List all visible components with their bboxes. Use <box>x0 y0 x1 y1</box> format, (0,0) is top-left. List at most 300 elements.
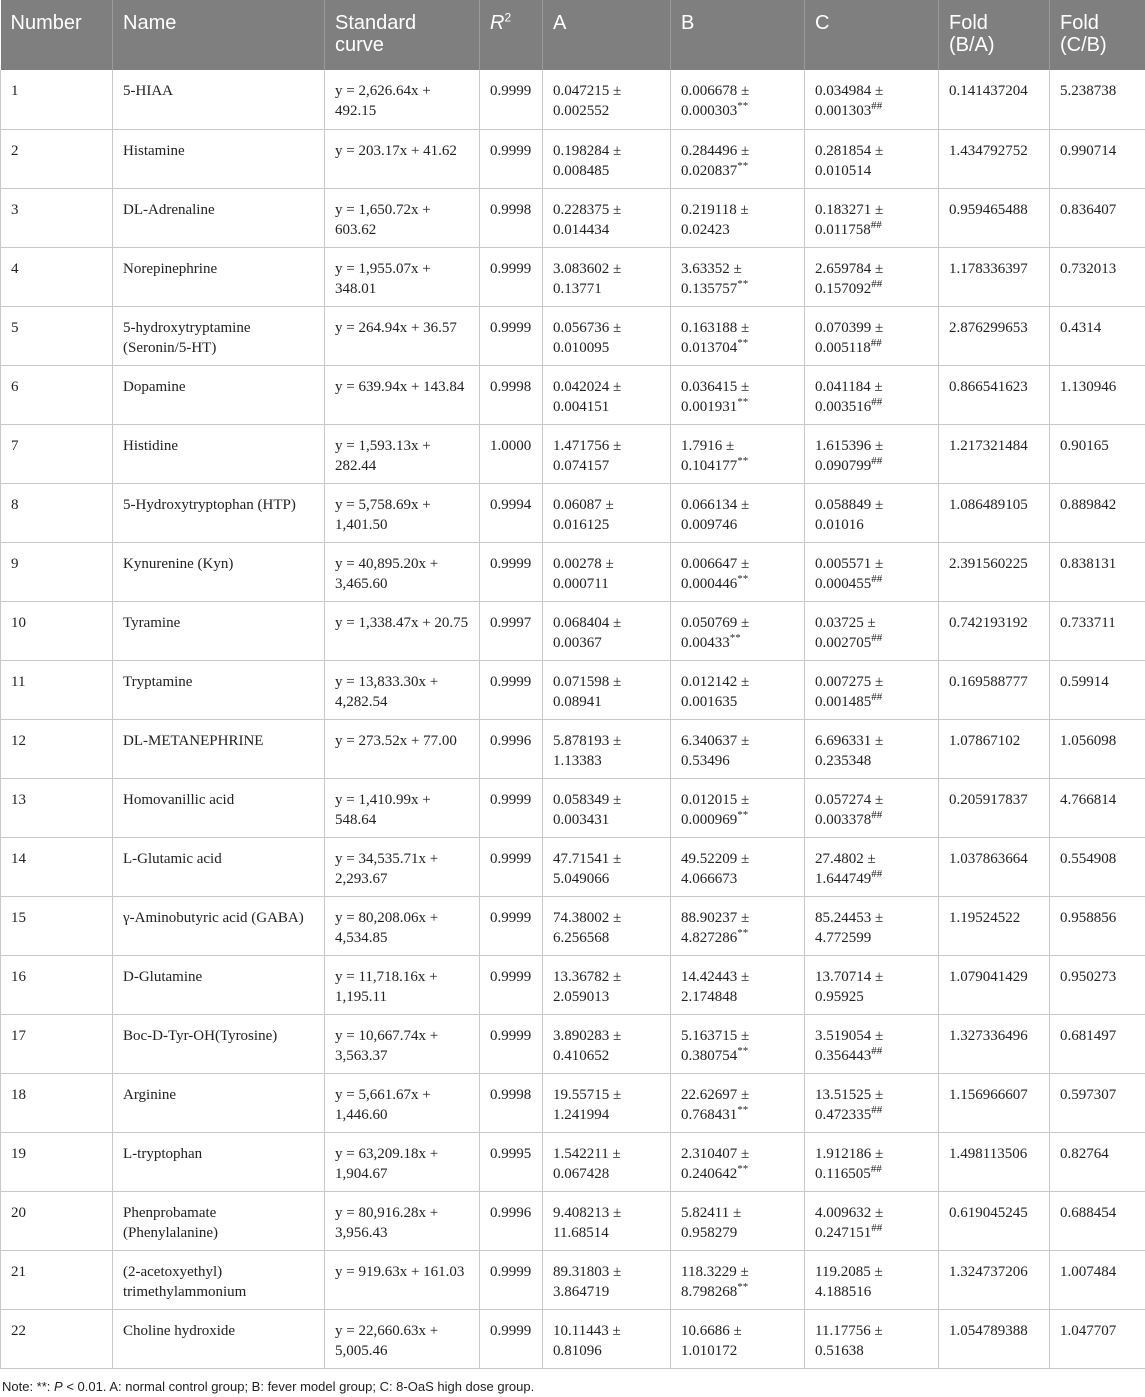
cell-r-squared <box>480 601 543 660</box>
table-row <box>1 837 1145 896</box>
cell-c-value: 85.24453 ± 4.772599 <box>815 909 884 946</box>
cell-number-value: 13 <box>11 791 26 808</box>
cell-name-value: L-tryptophan <box>123 1145 203 1162</box>
cell-fold-cb-value: 1.130946 <box>1060 378 1117 395</box>
header-standard-curve: Standard curve <box>325 0 480 70</box>
cell-number-value: 11 <box>11 673 26 690</box>
cell-fold-ba-value: 0.169588777 <box>949 673 1028 690</box>
cell-fold-ba <box>939 306 1050 365</box>
cell-b-value: 0.284496 ± 0.020837 <box>681 142 750 179</box>
cell-a <box>543 1191 671 1250</box>
cell-fold-ba <box>939 1132 1050 1191</box>
cell-fold-ba <box>939 660 1050 719</box>
cell-r-squared-value: 0.9999 <box>490 260 532 277</box>
cell-fold-ba-value: 0.742193192 <box>949 614 1028 631</box>
cell-r-squared <box>480 247 543 306</box>
cell-standard-curve-value: y = 22,660.63x + 5,005.46 <box>335 1322 439 1359</box>
cell-fold-ba <box>939 955 1050 1014</box>
significance-marker: ** <box>737 395 749 408</box>
significance-marker: ## <box>871 454 883 467</box>
cell-fold-cb-value: 0.90165 <box>1060 437 1109 454</box>
cell-fold-cb <box>1050 719 1145 778</box>
cell-standard-curve-value: y = 40,895.20x + 3,465.60 <box>335 555 439 592</box>
cell-r-squared-value: 0.9999 <box>490 142 532 159</box>
table-row <box>1 1191 1145 1250</box>
cell-c-value: 0.03725 ± 0.002705 <box>815 614 876 651</box>
cell-a <box>543 719 671 778</box>
cell-a-value: 3.083602 ± 0.13771 <box>553 260 622 297</box>
cell-r-squared <box>480 837 543 896</box>
cell-fold-cb-value: 5.238738 <box>1060 83 1117 99</box>
cell-a <box>543 1250 671 1309</box>
cell-number-value: 9 <box>11 555 19 572</box>
cell-c <box>805 1191 939 1250</box>
cell-standard-curve <box>325 660 480 719</box>
cell-b-value: 0.066134 ± 0.009746 <box>681 496 750 533</box>
cell-a <box>543 1073 671 1132</box>
cell-fold-ba-value: 1.217321484 <box>949 437 1028 454</box>
cell-fold-cb <box>1050 483 1145 542</box>
cell-name-value: Histamine <box>123 142 185 159</box>
cell-fold-cb-value: 0.950273 <box>1060 968 1117 985</box>
cell-fold-cb <box>1050 70 1145 129</box>
cell-fold-ba <box>939 837 1050 896</box>
cell-fold-ba <box>939 1250 1050 1309</box>
cell-standard-curve-value: y = 639.94x + 143.84 <box>335 378 465 395</box>
cell-c-value: 2.659784 ± 0.157092 <box>815 260 884 297</box>
cell-c-value: 13.70714 ± 0.95925 <box>815 968 884 1005</box>
cell-a-value: 0.06087 ± 0.016125 <box>553 496 614 533</box>
cell-name <box>113 1132 325 1191</box>
cell-name <box>113 719 325 778</box>
significance-marker: ** <box>737 454 749 467</box>
cell-standard-curve-value: y = 80,916.28x + 3,956.43 <box>335 1204 439 1241</box>
significance-marker: ## <box>871 572 883 585</box>
cell-fold-ba-value: 1.086489105 <box>949 496 1028 513</box>
cell-a <box>543 306 671 365</box>
header-c: C <box>805 0 939 70</box>
table-row <box>1 660 1145 719</box>
cell-name-value: Homovanillic acid <box>123 791 235 808</box>
cell-fold-ba-value: 1.434792752 <box>949 142 1028 159</box>
cell-b-value: 14.42443 ± 2.174848 <box>681 968 750 1005</box>
cell-standard-curve <box>325 70 480 129</box>
cell-c <box>805 719 939 778</box>
cell-a-value: 74.38002 ± 6.256568 <box>553 909 622 946</box>
cell-c <box>805 778 939 837</box>
cell-b <box>671 1191 805 1250</box>
cell-a-value: 89.31803 ± 3.864719 <box>553 1263 622 1300</box>
cell-name-value: (2-acetoxyethyl) trimethylammonium <box>123 1263 247 1300</box>
table-row <box>1 1132 1145 1191</box>
significance-marker: ** <box>737 1162 749 1175</box>
table-row <box>1 424 1145 483</box>
cell-a-value: 1.542211 ± 0.067428 <box>553 1145 621 1182</box>
cell-standard-curve-value: y = 203.17x + 41.62 <box>335 142 457 159</box>
significance-marker: ** <box>737 1044 749 1057</box>
cell-r-squared-value: 0.9999 <box>490 850 532 867</box>
cell-c-value: 0.041184 ± 0.003516 <box>815 378 883 415</box>
cell-fold-ba <box>939 365 1050 424</box>
cell-number-value: 22 <box>11 1322 26 1339</box>
cell-name-value: L-Glutamic acid <box>123 850 222 867</box>
cell-number-value: 3 <box>11 201 19 218</box>
cell-fold-cb-value: 1.056098 <box>1060 732 1117 749</box>
cell-r-squared-value: 0.9996 <box>490 1204 532 1221</box>
cell-fold-cb-value: 1.007484 <box>1060 1263 1117 1280</box>
cell-a-value: 0.068404 ± 0.00367 <box>553 614 622 651</box>
cell-c-value: 27.4802 ± 1.644749 <box>815 850 876 887</box>
cell-fold-ba <box>939 1309 1050 1368</box>
cell-r-squared-value: 0.9995 <box>490 1145 532 1162</box>
cell-standard-curve <box>325 896 480 955</box>
cell-standard-curve-value: y = 1,955.07x + 348.01 <box>335 260 431 297</box>
cell-b-value: 49.52209 ± 4.066673 <box>681 850 750 887</box>
cell-fold-ba-value: 1.324737206 <box>949 1263 1028 1280</box>
cell-standard-curve <box>325 1309 480 1368</box>
cell-number <box>1 719 113 778</box>
cell-r-squared <box>480 483 543 542</box>
cell-a <box>543 601 671 660</box>
cell-r-squared <box>480 1191 543 1250</box>
cell-fold-ba-value: 2.876299653 <box>949 319 1028 336</box>
cell-c-value: 119.2085 ± 4.188516 <box>815 1263 883 1300</box>
cell-number-value: 2 <box>11 142 19 159</box>
table-row <box>1 188 1145 247</box>
cell-number <box>1 778 113 837</box>
cell-number <box>1 1191 113 1250</box>
cell-standard-curve <box>325 483 480 542</box>
significance-marker: ## <box>871 100 883 112</box>
cell-r-squared <box>480 896 543 955</box>
cell-number-value: 1 <box>11 83 19 99</box>
cell-c <box>805 896 939 955</box>
cell-b-value: 1.7916 ± 0.104177 <box>681 437 738 474</box>
cell-fold-ba <box>939 424 1050 483</box>
cell-number <box>1 1014 113 1073</box>
cell-standard-curve-value: y = 11,718.16x + 1,195.11 <box>335 968 438 1005</box>
cell-number <box>1 424 113 483</box>
cell-b <box>671 365 805 424</box>
cell-b <box>671 129 805 188</box>
header-name: Name <box>113 0 325 70</box>
cell-c <box>805 837 939 896</box>
cell-standard-curve-value: y = 919.63x + 161.03 <box>335 1263 465 1280</box>
cell-name <box>113 483 325 542</box>
cell-number-value: 8 <box>11 496 19 513</box>
cell-fold-cb <box>1050 129 1145 188</box>
cell-number-value: 7 <box>11 437 19 454</box>
table-row <box>1 129 1145 188</box>
cell-name-value: γ-Aminobutyric acid (GABA) <box>123 909 304 926</box>
cell-b <box>671 306 805 365</box>
cell-a <box>543 483 671 542</box>
header-fold-ba: Fold (B/A) <box>939 0 1050 70</box>
cell-number <box>1 365 113 424</box>
cell-a <box>543 896 671 955</box>
cell-r-squared <box>480 660 543 719</box>
cell-name <box>113 1309 325 1368</box>
cell-c-value: 0.005571 ± 0.000455 <box>815 555 884 592</box>
cell-fold-ba-value: 1.079041429 <box>949 968 1028 985</box>
cell-fold-ba <box>939 70 1050 129</box>
cell-b-value: 118.3229 ± 8.798268 <box>681 1263 749 1300</box>
cell-fold-ba <box>939 601 1050 660</box>
cell-standard-curve <box>325 1014 480 1073</box>
header-fold-cb: Fold (C/B) <box>1050 0 1145 70</box>
cell-number <box>1 1132 113 1191</box>
cell-fold-cb <box>1050 542 1145 601</box>
cell-c-value: 0.057274 ± 0.003378 <box>815 791 884 828</box>
cell-standard-curve-value: y = 1,593.13x + 282.44 <box>335 437 431 474</box>
table-row <box>1 778 1145 837</box>
significance-marker: ## <box>870 218 882 231</box>
cell-standard-curve-value: y = 13,833.30x + 4,282.54 <box>335 673 439 710</box>
cell-r-squared-value: 0.9999 <box>490 968 532 985</box>
cell-c <box>805 1073 939 1132</box>
cell-r-squared <box>480 719 543 778</box>
cell-standard-curve-value: y = 80,208.06x + 4,534.85 <box>335 909 439 946</box>
significance-marker: ** <box>737 1103 749 1116</box>
significance-marker: ## <box>871 1044 883 1057</box>
cell-a <box>543 542 671 601</box>
cell-b-value: 22.62697 ± 0.768431 <box>681 1086 750 1123</box>
cell-standard-curve <box>325 955 480 1014</box>
cell-c <box>805 1250 939 1309</box>
cell-b <box>671 1014 805 1073</box>
cell-fold-cb-value: 0.733711 <box>1060 614 1116 631</box>
cell-standard-curve <box>325 542 480 601</box>
cell-b-value: 3.63352 ± 0.135757 <box>681 260 742 297</box>
cell-fold-ba-value: 1.037863664 <box>949 850 1028 867</box>
cell-b-value: 0.050769 ± 0.00433 <box>681 614 750 651</box>
cell-number <box>1 542 113 601</box>
cell-r-squared-value: 0.9999 <box>490 909 532 926</box>
cell-c-value: 0.183271 ± 0.011758 <box>815 201 884 238</box>
cell-r-squared-value: 0.9999 <box>490 555 532 572</box>
cell-name <box>113 837 325 896</box>
cell-a-value: 0.056736 ± 0.010095 <box>553 319 622 356</box>
cell-standard-curve-value: y = 5,661.67x + 1,446.60 <box>335 1086 431 1123</box>
cell-a-value: 9.408213 ± 11.68514 <box>553 1204 622 1241</box>
cell-b <box>671 424 805 483</box>
cell-c <box>805 955 939 1014</box>
cell-standard-curve <box>325 247 480 306</box>
cell-c-value: 13.51525 ± 0.472335 <box>815 1086 884 1123</box>
cell-name <box>113 365 325 424</box>
cell-a-value: 0.058349 ± 0.003431 <box>553 791 622 828</box>
cell-fold-cb <box>1050 1309 1145 1368</box>
table-row <box>1 1250 1145 1309</box>
cell-r-squared <box>480 542 543 601</box>
cell-number-value: 14 <box>11 850 26 867</box>
cell-r-squared <box>480 188 543 247</box>
cell-a-value: 0.071598 ± 0.08941 <box>553 673 622 710</box>
cell-number-value: 20 <box>11 1204 26 1221</box>
cell-r-squared <box>480 424 543 483</box>
cell-name-value: Norepinephrine <box>123 260 218 277</box>
table-row <box>1 365 1145 424</box>
cell-a <box>543 955 671 1014</box>
significance-marker: ## <box>871 395 883 408</box>
cell-a-value: 47.71541 ± 5.049066 <box>553 850 622 887</box>
cell-standard-curve <box>325 601 480 660</box>
cell-fold-cb <box>1050 778 1145 837</box>
cell-standard-curve-value: y = 1,650.72x + 603.62 <box>335 201 431 238</box>
cell-standard-curve-value: y = 5,758.69x + 1,401.50 <box>335 496 431 533</box>
cell-number <box>1 1309 113 1368</box>
cell-r-squared <box>480 365 543 424</box>
cell-number <box>1 1250 113 1309</box>
cell-number-value: 10 <box>11 614 26 631</box>
cell-number <box>1 896 113 955</box>
cell-r-squared <box>480 955 543 1014</box>
header-r-squared: $R^2$ <box>480 0 543 70</box>
cell-name-value: Tryptamine <box>123 673 193 690</box>
cell-number-value: 15 <box>11 909 26 926</box>
cell-b <box>671 601 805 660</box>
cell-a <box>543 247 671 306</box>
cell-fold-cb-value: 0.59914 <box>1060 673 1109 690</box>
significance-marker: ## <box>871 631 883 644</box>
cell-c <box>805 365 939 424</box>
cell-number <box>1 247 113 306</box>
cell-name-value: Dopamine <box>123 378 186 395</box>
cell-name <box>113 1250 325 1309</box>
cell-b <box>671 1309 805 1368</box>
cell-standard-curve <box>325 1132 480 1191</box>
cell-a <box>543 424 671 483</box>
cell-fold-cb-value: 0.554908 <box>1060 850 1117 867</box>
cell-a <box>543 660 671 719</box>
cell-name <box>113 778 325 837</box>
cell-name <box>113 1191 325 1250</box>
cell-a <box>543 1309 671 1368</box>
cell-number-value: 21 <box>11 1263 26 1280</box>
cell-a <box>543 129 671 188</box>
cell-fold-cb <box>1050 601 1145 660</box>
cell-c-value: 3.519054 ± 0.356443 <box>815 1027 884 1064</box>
cell-fold-cb <box>1050 306 1145 365</box>
cell-fold-ba <box>939 1014 1050 1073</box>
cell-standard-curve <box>325 365 480 424</box>
cell-r-squared <box>480 1309 543 1368</box>
cell-c <box>805 1132 939 1191</box>
cell-b <box>671 896 805 955</box>
cell-fold-ba-value: 0.866541623 <box>949 378 1028 395</box>
cell-r-squared-value: 1.0000 <box>490 437 532 454</box>
cell-c <box>805 542 939 601</box>
cell-fold-ba-value: 1.07867102 <box>949 732 1021 749</box>
cell-b <box>671 70 805 129</box>
cell-c-value: 0.034984 ± 0.001303 <box>815 83 884 119</box>
cell-fold-ba <box>939 896 1050 955</box>
cell-number <box>1 1073 113 1132</box>
cell-a <box>543 365 671 424</box>
cell-number <box>1 660 113 719</box>
cell-b-value: 0.012015 ± 0.000969 <box>681 791 750 828</box>
cell-number <box>1 188 113 247</box>
cell-name-value: DL-Adrenaline <box>123 201 215 218</box>
cell-b-value: 0.036415 ± 0.001931 <box>681 378 750 415</box>
cell-fold-cb-value: 0.990714 <box>1060 142 1117 159</box>
cell-fold-ba <box>939 542 1050 601</box>
cell-standard-curve-value: y = 264.94x + 36.57 <box>335 319 457 336</box>
cell-fold-cb <box>1050 1191 1145 1250</box>
cell-standard-curve <box>325 129 480 188</box>
cell-name <box>113 542 325 601</box>
cell-name <box>113 247 325 306</box>
cell-b <box>671 188 805 247</box>
cell-number-value: 17 <box>11 1027 26 1044</box>
cell-a <box>543 188 671 247</box>
cell-fold-cb-value: 0.838131 <box>1060 555 1117 572</box>
significance-marker: ** <box>737 336 749 349</box>
cell-fold-cb-value: 0.958856 <box>1060 909 1117 926</box>
cell-name <box>113 1014 325 1073</box>
cell-fold-cb <box>1050 1014 1145 1073</box>
cell-name-value: Kynurenine (Kyn) <box>123 555 234 572</box>
cell-c-value: 4.009632 ± 0.247151 <box>815 1204 884 1241</box>
table-row <box>1 247 1145 306</box>
cell-b <box>671 1132 805 1191</box>
cell-name <box>113 1073 325 1132</box>
cell-c-value: 0.281854 ± 0.010514 <box>815 142 884 179</box>
cell-b-value: 0.012142 ± 0.001635 <box>681 673 750 710</box>
significance-marker: ** <box>737 926 749 939</box>
cell-a <box>543 837 671 896</box>
cell-b-value: 10.6686 ± 1.010172 <box>681 1322 742 1359</box>
cell-name <box>113 601 325 660</box>
cell-a-value: 5.878193 ± 1.13383 <box>553 732 622 769</box>
cell-a-value: 0.042024 ± 0.004151 <box>553 378 622 415</box>
cell-r-squared-value: 0.9999 <box>490 673 532 690</box>
cell-c <box>805 129 939 188</box>
cell-number-value: 16 <box>11 968 26 985</box>
significance-marker: ** <box>737 572 749 585</box>
table-row <box>1 542 1145 601</box>
cell-fold-ba-value: 1.19524522 <box>949 909 1021 926</box>
cell-a-value: 0.228375 ± 0.014434 <box>553 201 622 238</box>
cell-standard-curve <box>325 778 480 837</box>
cell-c <box>805 483 939 542</box>
cell-number-value: 4 <box>11 260 19 277</box>
cell-a <box>543 1132 671 1191</box>
cell-b <box>671 247 805 306</box>
significance-marker: ## <box>870 336 882 349</box>
cell-b <box>671 837 805 896</box>
cell-fold-cb <box>1050 955 1145 1014</box>
cell-number-value: 12 <box>11 732 26 749</box>
significance-marker: ** <box>737 808 749 821</box>
cell-r-squared-value: 0.9998 <box>490 1086 532 1103</box>
significance-marker: ** <box>737 277 749 290</box>
cell-name-value: 5-hydroxytryptamine (Seronin/5-HT) <box>123 319 251 356</box>
cell-number <box>1 955 113 1014</box>
cell-fold-ba-value: 0.619045245 <box>949 1204 1028 1221</box>
cell-name <box>113 896 325 955</box>
cell-standard-curve-value: y = 273.52x + 77.00 <box>335 732 457 749</box>
cell-standard-curve-value: y = 2,626.64x + 492.15 <box>335 83 431 119</box>
cell-number-value: 5 <box>11 319 19 336</box>
cell-r-squared-value: 0.9999 <box>490 1322 532 1339</box>
significance-marker: ## <box>871 1221 883 1234</box>
cell-fold-cb-value: 0.688454 <box>1060 1204 1117 1221</box>
cell-standard-curve <box>325 188 480 247</box>
cell-a <box>543 70 671 129</box>
cell-fold-cb-value: 4.766814 <box>1060 791 1117 808</box>
cell-a <box>543 1014 671 1073</box>
